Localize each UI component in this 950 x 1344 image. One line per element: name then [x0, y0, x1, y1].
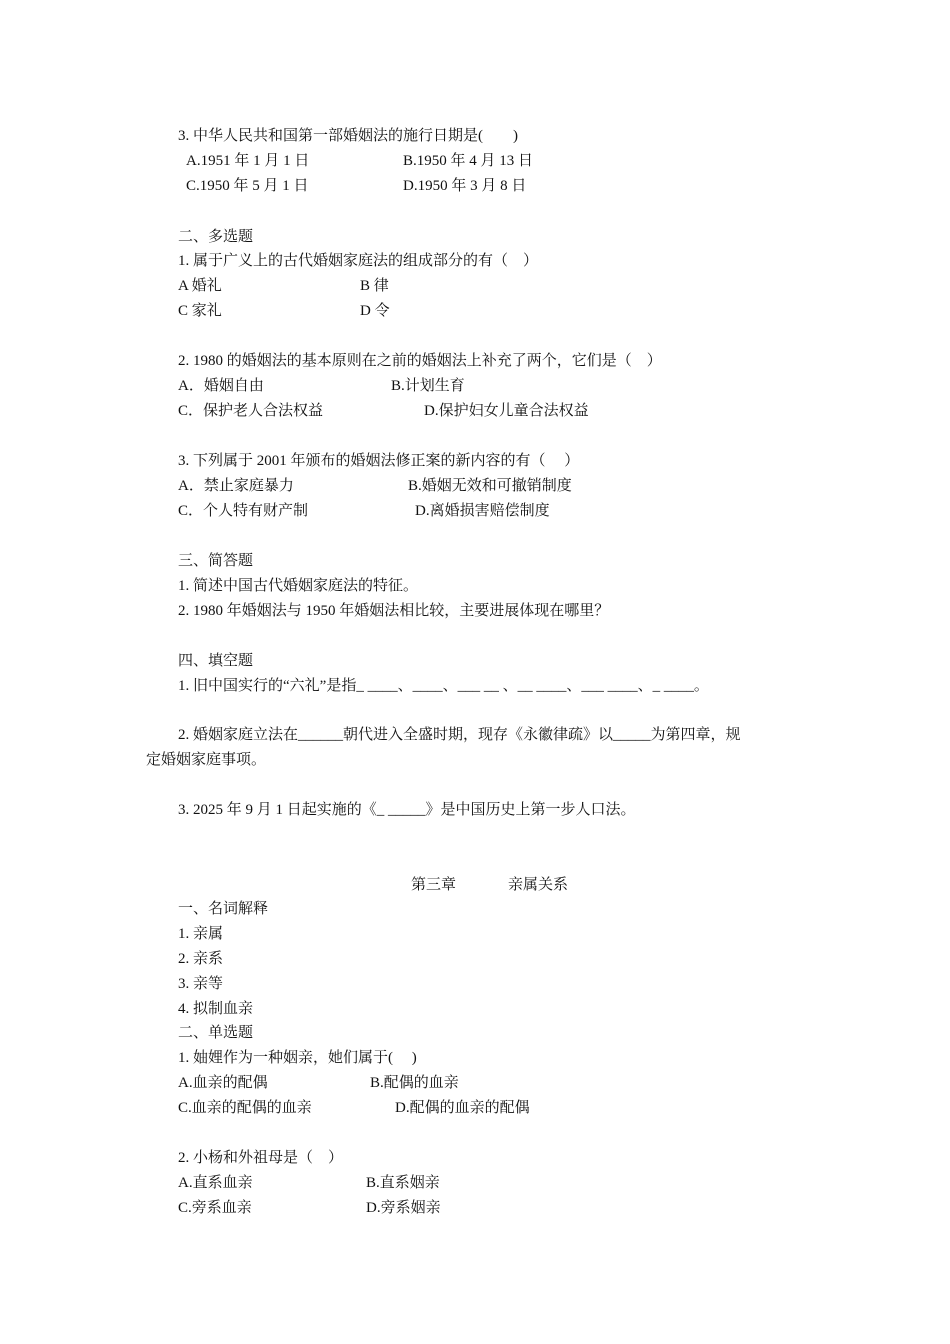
question-text-continued: 定婚姻家庭事项。	[146, 752, 267, 768]
question-text: 3. 2025 年 9 月 1 日起实施的《_ _____》是中国历史上第一步人口法。	[178, 802, 636, 818]
option-d: D.配偶的血亲的配偶	[395, 1100, 530, 1116]
option-c: C.1950 年 5 月 1 日	[186, 178, 309, 194]
chapter-number: 第三章	[411, 877, 457, 893]
question-text: 2. 小杨和外祖母是（ ）	[178, 1150, 344, 1166]
term-item: 4. 拟制血亲	[178, 1001, 254, 1017]
chapter-title: 亲属关系	[508, 877, 569, 893]
option-b: B.1950 年 4 月 13 日	[403, 153, 534, 169]
section-heading: 二、单选题	[178, 1025, 254, 1041]
section-heading: 三、简答题	[178, 553, 254, 569]
term-item: 2. 亲系	[178, 951, 224, 967]
option-a: A.1951 年 1 月 1 日	[186, 153, 310, 169]
option-c: C．个人特有财产制	[178, 503, 309, 519]
option-b: B.直系姻亲	[366, 1175, 440, 1191]
option-c: C 家礼	[178, 303, 222, 319]
option-a: A．婚姻自由	[178, 378, 264, 394]
section-heading: 二、多选题	[178, 229, 254, 245]
option-d: D.离婚损害赔偿制度	[415, 503, 550, 519]
term-item: 1. 亲属	[178, 926, 224, 942]
question-text: 1. 旧中国实行的“六礼”是指_ ____、____、___ __ 、__ ____、___ ____、_ ____。	[178, 678, 709, 694]
option-a: A.血亲的配偶	[178, 1075, 268, 1091]
question-text: 2. 婚姻家庭立法在______朝代进入全盛时期，现存《永徽律疏》以_____为第四章，规	[178, 727, 741, 743]
section-heading: 一、名词解释	[178, 901, 269, 917]
question-text: 3. 中华人民共和国第一部婚姻法的施行日期是( )	[178, 128, 518, 144]
section-heading: 四、填空题	[178, 653, 254, 669]
option-a: A 婚礼	[178, 278, 222, 294]
question-text: 3. 下列属于 2001 年颁布的婚姻法修正案的新内容的有（ ）	[178, 453, 580, 469]
option-b: B.配偶的血亲	[370, 1075, 459, 1091]
option-c: C．保护老人合法权益	[178, 403, 324, 419]
term-item: 3. 亲等	[178, 976, 224, 992]
option-c: C.旁系血亲	[178, 1200, 252, 1216]
option-d: D.保护妇女儿童合法权益	[424, 403, 589, 419]
option-d: D.旁系姻亲	[366, 1200, 441, 1216]
question-text: 2. 1980 年婚姻法与 1950 年婚姻法相比较，主要进展体现在哪里？	[178, 603, 610, 619]
option-b: B.计划生育	[391, 378, 465, 394]
option-d: D 令	[360, 303, 390, 319]
question-text: 1. 妯娌作为一种姻亲，她们属于( )	[178, 1050, 417, 1066]
option-b: B 律	[360, 278, 389, 294]
question-text: 1. 简述中国古代婚姻家庭法的特征。	[178, 578, 419, 594]
option-d: D.1950 年 3 月 8 日	[403, 178, 527, 194]
option-b: B.婚姻无效和可撤销制度	[408, 478, 572, 494]
option-a: A．禁止家庭暴力	[178, 478, 294, 494]
option-c: C.血亲的配偶的血亲	[178, 1100, 312, 1116]
option-a: A.直系血亲	[178, 1175, 253, 1191]
question-text: 2. 1980 的婚姻法的基本原则在之前的婚姻法上补充了两个，它们是（ ）	[178, 353, 662, 369]
question-text: 1. 属于广义上的古代婚姻家庭法的组成部分的有（ ）	[178, 253, 539, 269]
